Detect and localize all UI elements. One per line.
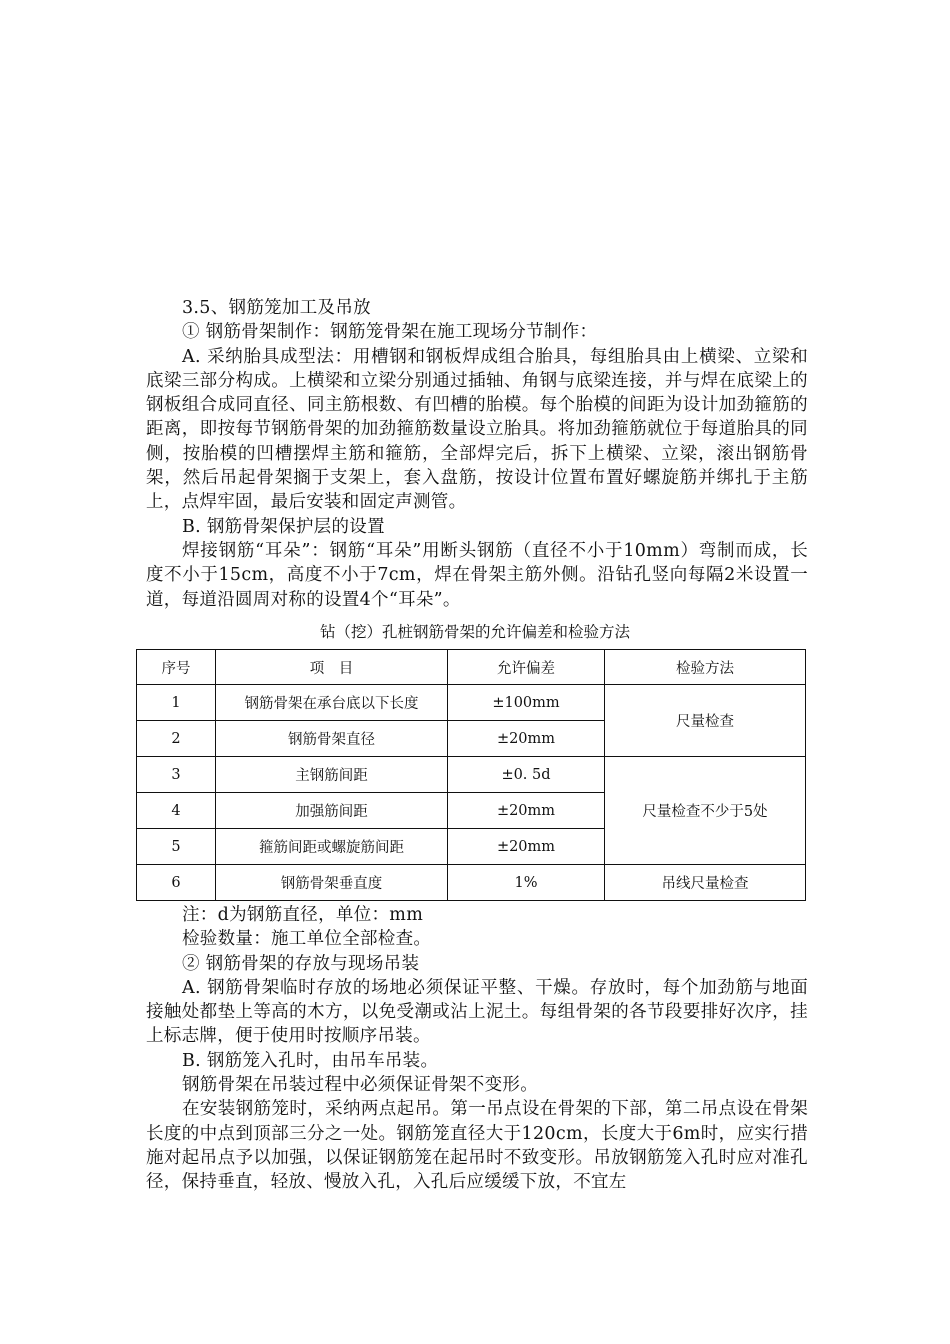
paragraph-no-deform: 钢筋骨架在吊装过程中必须保证骨架不变形。 xyxy=(182,1075,538,1096)
cell-method: 尺量检查不少于5处 xyxy=(605,757,806,865)
paragraph-crane: B. 钢筋笼入孔时，由吊车吊装。 xyxy=(182,1050,439,1071)
paragraph-b: B. 钢筋骨架保护层的设置 xyxy=(182,516,385,537)
cell-item: 钢筋骨架在承台底以下长度 xyxy=(216,685,448,721)
cell-tolerance: ±100mm xyxy=(448,685,605,721)
cell-no: 2 xyxy=(137,721,216,757)
section-heading: 3.5、钢筋笼加工及吊放 xyxy=(182,298,371,318)
cell-tolerance: ±0. 5d xyxy=(448,757,605,793)
cell-tolerance: ±20mm xyxy=(448,721,605,757)
cell-item: 钢筋骨架直径 xyxy=(216,721,448,757)
header-item: 项 目 xyxy=(216,650,448,685)
cell-tolerance: ±20mm xyxy=(448,829,605,865)
cell-tolerance: ±20mm xyxy=(448,793,605,829)
subheading-storage: ② 钢筋骨架的存放与现场吊装 xyxy=(182,953,420,974)
subheading-fabrication: ① 钢筋骨架制作：钢筋笼骨架在施工现场分节制作： xyxy=(182,322,598,343)
cell-item: 加强筋间距 xyxy=(216,793,448,829)
cell-no: 1 xyxy=(137,685,216,721)
header-method: 检验方法 xyxy=(605,650,806,685)
table-row xyxy=(137,757,806,793)
cell-item: 钢筋骨架垂直度 xyxy=(216,865,448,901)
tolerance-table xyxy=(136,649,806,901)
cell-item: 箍筋间距或螺旋筋间距 xyxy=(216,829,448,865)
section-body xyxy=(146,296,808,612)
paragraph-ears: 焊接钢筋“耳朵”：钢筋“耳朵”用断头钢筋（直径不小于10mm）弯制而成，长度不小于15cm，高度不小于7cm，焊在骨架主筋外侧。沿钻孔竖向每隔2米设置一道，每道沿圆周对称的设置4个“耳朵”。 xyxy=(146,540,808,610)
table-row xyxy=(137,685,806,721)
table-header-row xyxy=(137,650,806,685)
table-row xyxy=(137,865,806,901)
paragraph-storage: A. 钢筋骨架临时存放的场地必须保证平整、干燥。存放时，每个加劲筋与地面接触处都垫上等高的木方，以免受潮或沾上泥土。每组骨架的各节段要排好次序，挂上标志牌，便于使用时按顺序吊装。 xyxy=(146,977,808,1047)
section-continuation xyxy=(146,903,808,1195)
inspection-quantity: 检验数量：施工单位全部检查。 xyxy=(182,929,432,950)
table-note: 注：d为钢筋直径，单位：mm xyxy=(182,905,424,925)
cell-tolerance: 1% xyxy=(448,865,605,901)
cell-item: 主钢筋间距 xyxy=(216,757,448,793)
header-tolerance: 允许偏差 xyxy=(448,650,605,685)
cell-no: 3 xyxy=(137,757,216,793)
cell-method: 吊线尺量检查 xyxy=(605,865,806,901)
cell-no: 5 xyxy=(137,829,216,865)
cell-no: 4 xyxy=(137,793,216,829)
cell-no: 6 xyxy=(137,865,216,901)
cell-method: 尺量检查 xyxy=(605,685,806,757)
header-no: 序号 xyxy=(137,650,216,685)
table-title: 钻（挖）孔桩钢筋骨架的允许偏差和检验方法 xyxy=(319,623,630,641)
paragraph-a: A. 采纳胎具成型法：用槽钢和钢板焊成组合胎具，每组胎具由上横梁、立梁和底梁三部分构成。上横梁和立梁分别通过插轴、角钢与底梁连接，并与焊在底梁上的钢板组合成同直径、同主筋根数、有凹槽的胎模。每个胎模的间距为设计加劲箍筋的距离，即按每节钢筋骨架的加劲箍筋数量设立胎具。将加劲箍筋就位于每道胎具的同侧，按胎模的凹槽摆焊主筋和箍筋，全部焊完后，拆下上横梁、立梁，滚出钢筋骨架，然后吊起骨架搁于支架上，套入盘筋，按设计位置布置好螺旋筋并绑扎于主筋上，点焊牢固，最后安装和固定声测管。 xyxy=(146,346,808,513)
paragraph-lifting: 在安装钢筋笼时，采纳两点起吊。第一吊点设在骨架的下部，第二吊点设在骨架长度的中点到顶部三分之一处。钢筋笼直径大于120cm，长度大于6m时，应实行措施对起吊点予以加强，以保证钢筋笼在起吊时不致变形。吊放钢筋笼入孔时应对准孔径，保持垂直，轻放、慢放入孔，入孔后应缓缓下放，不宜左 xyxy=(146,1099,808,1193)
